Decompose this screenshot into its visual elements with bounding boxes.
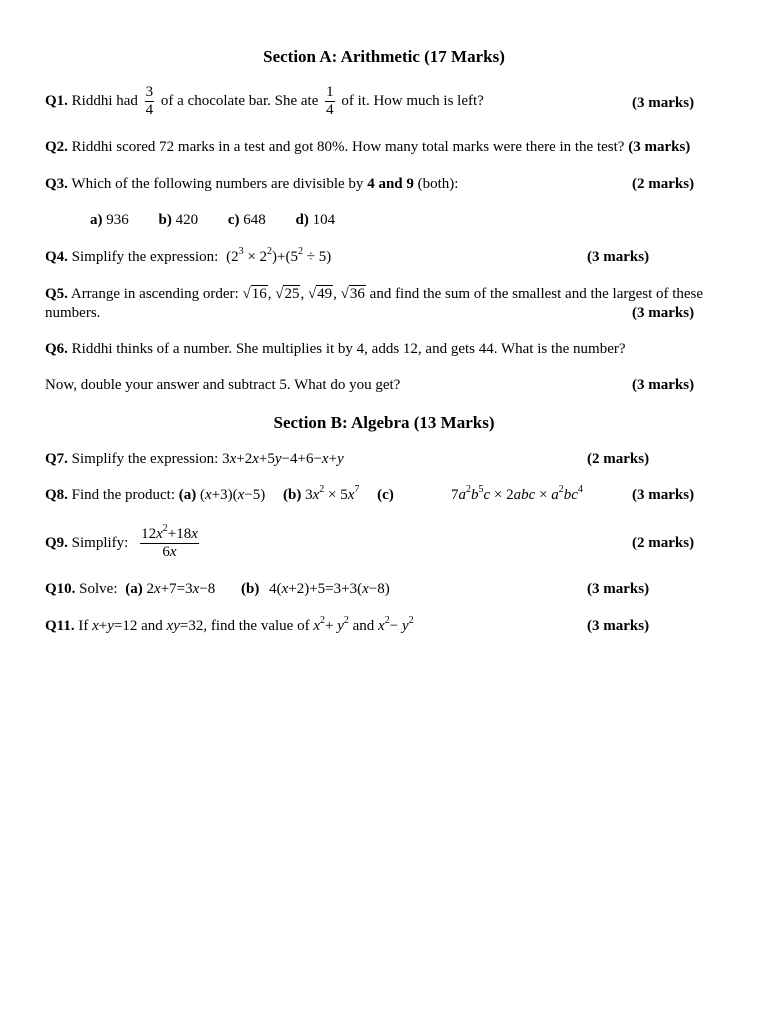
question-text: Solve: — [79, 581, 118, 597]
question-number: Q6. — [45, 341, 68, 357]
question-text: of a chocolate bar. She ate — [160, 92, 319, 109]
sqrt-16: √16 — [242, 286, 267, 302]
math-expression: 4(x+2)+5=3+3(x−8) — [269, 581, 390, 597]
question-6 — [45, 341, 626, 358]
question-text: of it. How much is left? — [341, 92, 484, 109]
question-text: Simplify: — [71, 534, 129, 551]
question-4 — [45, 246, 332, 266]
question-number: Q10. — [45, 581, 76, 597]
sqrt-49: √49 — [307, 286, 333, 302]
question-3 — [45, 176, 458, 193]
question-text: Riddhi scored 72 marks in a test and got 80%. How many total marks were there in the test? — [71, 139, 625, 155]
question-9 — [45, 523, 202, 561]
marks-label: (2 marks) — [632, 176, 695, 192]
algebraic-fraction: $\frac{12x^2+18x}{6x}$ — [141, 523, 198, 560]
question-text: , find the value of — [203, 618, 310, 634]
part-label: (b) — [241, 581, 260, 597]
question-text: Arrange in ascending order: — [70, 286, 239, 302]
math-expression: $(2^3 \times 2^2)+(5^2 \div 5)$ — [226, 246, 332, 265]
part-label: (c) — [377, 487, 394, 503]
marks-label: (3 marks) — [632, 377, 695, 393]
sqrt-36: √36 — [340, 286, 365, 302]
math-expression: x+y=12 — [92, 618, 138, 634]
marks-label: (3 marks) — [587, 249, 650, 265]
math-expression: $7a^2b^5c \times 2abc \times a^2bc^4$ — [451, 484, 583, 503]
question-number: Q5. — [45, 286, 68, 302]
math-expression: $x^2- y^2$ — [378, 615, 414, 634]
marks-label: (3 marks) — [628, 139, 691, 155]
math-expression: (x+3)(x−5) — [200, 487, 266, 503]
question-text: (both): — [417, 176, 459, 192]
question-text: Find the product: — [71, 487, 175, 503]
part-label: (a) — [178, 487, 197, 503]
section-b-title: Section B: Algebra (13 Marks) — [273, 413, 495, 432]
question-1 — [45, 84, 484, 119]
marks-label: (3 marks) — [587, 581, 650, 597]
marks-label: (3 marks) — [632, 95, 695, 111]
question-5: Q5. Arrange in ascending order: √16, √25, √49, √36 and find the sum of the smallest and the largest of these — [45, 286, 704, 302]
fraction-three-quarters: $\frac{3}{4}$ — [145, 84, 154, 118]
question-number: Q3. — [45, 176, 68, 192]
question-8 — [45, 484, 394, 504]
option-a: a) 936 — [90, 212, 129, 228]
marks-label: (3 marks) — [587, 618, 650, 634]
question-7 — [45, 451, 344, 468]
section-a-title: Section A: Arithmetic (17 Marks) — [263, 47, 505, 66]
question-text: Riddhi had — [71, 92, 138, 109]
math-expression: $3x^2 \times 5x^7$ — [305, 484, 360, 503]
sqrt-25: √25 — [275, 286, 300, 302]
part-label: (b) — [283, 487, 302, 503]
question-11 — [45, 615, 414, 635]
question-number: Q1. — [45, 92, 68, 109]
math-expression: 2x+7=3x−8 — [146, 581, 216, 597]
question-number: Q2. — [45, 139, 68, 155]
question-text: and find the sum of the smallest and the largest of these — [369, 286, 704, 302]
math-expression: 3x+2x+5y−4+6−x+y — [222, 451, 344, 467]
option-b: b) 420 — [158, 212, 199, 228]
q3-options — [90, 212, 335, 229]
marks-label: (2 marks) — [632, 535, 695, 551]
question-number: Q4. — [45, 249, 68, 265]
fraction-one-quarter: $\frac{1}{4}$ — [326, 84, 334, 118]
question-number: Q8. — [45, 487, 68, 503]
marks-label: (3 marks) — [632, 305, 695, 321]
question-text: and — [141, 618, 163, 634]
emphasis-text: 4 and 9 — [367, 176, 414, 192]
question-text: Now, double your answer and subtract 5. What do you get? — [45, 377, 401, 393]
option-c: c) 648 — [227, 212, 266, 228]
question-text: Riddhi thinks of a number. She multiplies it by 4, adds 12, and gets 44. What is the number? — [71, 341, 626, 357]
question-number: Q11. — [45, 618, 75, 634]
question-text: and — [352, 618, 375, 634]
math-expression: $x^2+ y^2$ — [313, 615, 349, 634]
question-2 — [45, 139, 690, 156]
marks-label: (2 marks) — [587, 451, 650, 467]
question-number: Q9. — [45, 534, 68, 551]
question-text: Simplify the expression: — [71, 249, 219, 265]
question-text: Which of the following numbers are divisible by — [71, 176, 364, 192]
option-d: d) 104 — [295, 212, 336, 228]
question-text: If — [78, 618, 89, 634]
question-text: numbers. — [45, 305, 101, 321]
question-text: Simplify the expression: — [71, 451, 219, 467]
question-number: Q7. — [45, 451, 68, 467]
math-expression: xy=32 — [166, 618, 204, 634]
marks-label: (3 marks) — [632, 487, 695, 503]
question-10 — [45, 581, 390, 598]
part-label: (a) — [125, 581, 143, 597]
